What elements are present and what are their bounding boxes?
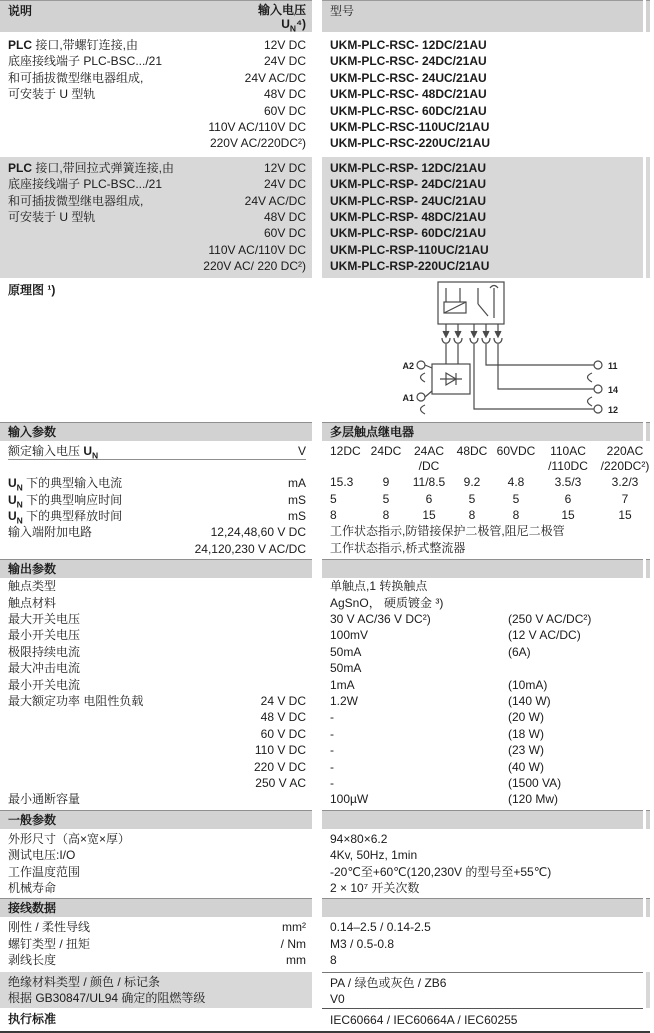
wiring-section-body bbox=[0, 917, 650, 968]
voltage-item: 48V DC bbox=[263, 87, 306, 102]
model-item: UKM-PLC-RSP- 24DC/21AU bbox=[330, 177, 487, 192]
insulation-label: 根据 GB30847/UL94 确定的阻燃等级 bbox=[8, 991, 206, 1006]
model-item: UKM-PLC-RSP-220UC/21AU bbox=[330, 259, 490, 274]
insulation-value: V0 bbox=[330, 992, 345, 1007]
model-item: UKM-PLC-RSP- 48DC/21AU bbox=[330, 210, 487, 225]
relay-spec-table bbox=[322, 441, 650, 557]
input-current-row: $U_N$ 下的典型输入电流 mA bbox=[8, 476, 306, 493]
model-item: UKM-PLC-RSC-220UC/21AU bbox=[330, 136, 491, 151]
general-row: 工作温度范围 -20℃至+60℃(120,230V 的型号至+55℃) bbox=[8, 864, 552, 879]
page-edge-sliver bbox=[646, 157, 650, 278]
relay-table-current-row: 15.3 9 11/8.5 9.2 4.8 3.5/3 3.2/3 bbox=[330, 475, 639, 490]
voltage-item: 24V DC bbox=[263, 177, 306, 192]
status-note: 工作状态指示,防错接保护二极管,阻尼二极管 bbox=[330, 524, 565, 539]
voltage-item: 60V DC bbox=[263, 226, 306, 241]
unit-volt: V bbox=[297, 443, 306, 458]
relay-table-release-row: 8 8 15 8 8 15 15 bbox=[330, 507, 632, 522]
general-row: 机械寿命 2 × 10⁷ 开关次数 bbox=[8, 881, 420, 896]
output-row: 最小通断容量 100µW (120 Mw) bbox=[8, 792, 559, 807]
page-edge-sliver bbox=[646, 972, 650, 1009]
input-section-header bbox=[0, 422, 650, 441]
voltage-item: 60V DC bbox=[263, 103, 306, 118]
insulation-label: 绝缘材料类型 / 颜色 / 标记条 bbox=[8, 974, 161, 989]
rsc-model-list bbox=[322, 34, 643, 155]
diode-symbol bbox=[440, 373, 462, 385]
model-item: UKM-PLC-RSC-110UC/21AU bbox=[330, 120, 490, 135]
model-item: UKM-PLC-RSP-110UC/21AU bbox=[330, 242, 489, 257]
schematic-section bbox=[0, 278, 650, 420]
output-row: 60 V DC - (18 W) bbox=[260, 726, 544, 741]
model-item: UKM-PLC-RSC- 48DC/21AU bbox=[330, 87, 487, 102]
output-row: 触点类型 单触点,1 转换触点 bbox=[8, 579, 428, 594]
circuit-diagram bbox=[402, 278, 637, 418]
column-header-description: 说明 bbox=[8, 4, 33, 18]
input-section-body bbox=[0, 441, 650, 557]
rated-voltage-row: 额定输入电压 $U_N$ V bbox=[8, 443, 306, 461]
output-row: 220 V DC - (40 W) bbox=[253, 759, 544, 774]
output-row: 最大冲击电流 50mA bbox=[8, 661, 362, 676]
insulation-value: PA / 绿色或灰色 / ZB6 bbox=[330, 975, 447, 990]
page-edge-sliver bbox=[646, 559, 650, 578]
model-item: UKM-PLC-RSP- 24UC/21AU bbox=[330, 193, 487, 208]
additional-circuit-row: 输入端附加电路 12,24,48,60 V DC bbox=[8, 525, 306, 540]
general-section-header bbox=[0, 810, 650, 829]
terminal-label-14: 14 bbox=[608, 384, 619, 395]
relay-table-title: 多层触点继电器 bbox=[330, 424, 415, 439]
rsp-product-block bbox=[0, 157, 650, 278]
page-edge-sliver bbox=[646, 810, 650, 829]
model-item: UKM-PLC-RSC- 12DC/21AU bbox=[330, 38, 487, 52]
output-section-header bbox=[0, 559, 650, 578]
output-row: 触点材料 AgSnO， 硬质镀金 ³) bbox=[8, 595, 444, 610]
wiring-row: 刚性 / 柔性导线 mm² 0.14–2.5 / 0.14-2.5 bbox=[8, 920, 431, 935]
insulation-block bbox=[0, 972, 650, 1009]
model-item: UKM-PLC-RSC- 24UC/21AU bbox=[330, 70, 487, 85]
page-edge-sliver bbox=[646, 441, 650, 557]
voltage-item: 12V DC bbox=[263, 38, 306, 52]
output-row: 110 V DC - (23 W) bbox=[254, 743, 544, 758]
rsc-product-block bbox=[0, 34, 650, 155]
general-row: 测试电压:I/O 4Kv, 50Hz, 1min bbox=[8, 848, 418, 863]
additional-circuit-value: 24,120,230 V AC/DC bbox=[194, 541, 306, 556]
page-edge-sliver bbox=[646, 278, 650, 420]
wiring-section-title: 接线数据 bbox=[8, 901, 57, 916]
standards-label: 执行标准 bbox=[8, 1012, 57, 1027]
terminal-label-a1: A1 bbox=[402, 392, 414, 403]
terminal-label-a2: A2 bbox=[402, 360, 414, 371]
table-header-row bbox=[0, 0, 650, 32]
release-time-row: $U_N$ 下的典型释放时间 mS bbox=[8, 508, 306, 526]
response-time-row: $U_N$ 下的典型响应时间 mS bbox=[8, 492, 306, 509]
voltage-item: 24V AC/DC bbox=[244, 70, 306, 85]
model-item: UKM-PLC-RSP- 12DC/21AU bbox=[330, 160, 487, 175]
output-row: 最小开关电流 1mA (10mA) bbox=[8, 677, 548, 692]
terminal-label-12: 12 bbox=[608, 404, 619, 415]
page-edge-sliver bbox=[646, 898, 650, 917]
relay-table-response-row: 5 5 6 5 5 6 7 bbox=[330, 491, 629, 506]
page-edge-sliver bbox=[646, 422, 650, 441]
voltage-item: 24V AC/DC bbox=[244, 193, 306, 208]
status-note: 工作状态指示,桥式整流器 bbox=[330, 540, 466, 555]
page-edge-sliver bbox=[646, 34, 650, 155]
voltage-item: 110V AC/110V DC bbox=[208, 242, 306, 257]
unit-ma: mA bbox=[288, 476, 306, 491]
unit-ms: mS bbox=[288, 508, 306, 523]
standards-value: IEC60664 / IEC60664A / IEC60255 bbox=[330, 1013, 518, 1028]
rsp-description: PLC 接口,带回拉式弹簧连接,由 底座接线端子 PLC-BSC.../21 和可插拔微型继电器组成, 可安装于 U 型轨 bbox=[8, 160, 175, 225]
rsp-model-list bbox=[322, 157, 643, 278]
page-edge-sliver bbox=[646, 0, 650, 32]
general-section-title: 一般参数 bbox=[8, 812, 57, 827]
model-item: UKM-PLC-RSC- 60DC/21AU bbox=[330, 103, 487, 118]
general-section-body bbox=[0, 829, 650, 897]
terminal-label-11: 11 bbox=[608, 360, 618, 371]
output-row: 250 V AC - (1500 VA) bbox=[255, 776, 562, 790]
relay-table-header-2: /DC /110DC /220DC²) bbox=[418, 459, 650, 474]
relay-table-header-1: 12DC 24DC 24AC 48DC 60VDC 110AC 220AC bbox=[330, 443, 644, 458]
rsc-description: PLC 接口,带螺钉连接,由 底座接线端子 PLC-BSC.../21 和可插拔微型继电器组成, 可安装于 U 型轨 bbox=[8, 38, 163, 102]
wiring-row: 剥线长度 mm 8 bbox=[8, 953, 337, 968]
voltage-item: 220V AC/220DC²) bbox=[209, 136, 306, 151]
column-header-model: 型号 bbox=[330, 4, 355, 18]
output-section-body bbox=[0, 578, 650, 808]
voltage-item: 48V DC bbox=[263, 210, 306, 225]
standards-row bbox=[0, 1008, 650, 1028]
output-row: 48 V DC - (20 W) bbox=[260, 710, 544, 725]
additional-circuit-value: 12,24,48,60 V DC bbox=[210, 525, 306, 540]
output-section-title: 输出参数 bbox=[8, 562, 57, 577]
voltage-item: 24V DC bbox=[263, 54, 306, 69]
column-header-input-voltage: 输入电压 $U_N^4$) bbox=[257, 3, 306, 34]
output-row: 最大额定功率 电阻性负载 24 V DC 1.2W (140 W) bbox=[8, 693, 551, 708]
input-section-title: 输入参数 bbox=[8, 424, 57, 439]
voltage-item: 110V AC/110V DC bbox=[208, 120, 306, 135]
output-row: 极限持续电流 50mA (6A) bbox=[8, 644, 531, 659]
model-item: UKM-PLC-RSP- 60DC/21AU bbox=[330, 226, 487, 241]
unit-ms: mS bbox=[288, 492, 306, 507]
wiring-section-header bbox=[0, 898, 650, 917]
voltage-item: 12V DC bbox=[263, 160, 306, 175]
general-row: 外形尺寸（高×宽×厚） 94×80×6.2 bbox=[8, 831, 388, 846]
voltage-item: 220V AC/ 220 DC²) bbox=[203, 259, 306, 274]
schematic-label: 原理图 ¹) bbox=[8, 282, 56, 297]
output-row: 最小开关电压 100mV (12 V AC/DC) bbox=[8, 628, 581, 643]
output-row: 最大开关电压 30 V AC/36 V DC²) (250 V AC/DC²) bbox=[8, 611, 592, 626]
plug-pins bbox=[442, 324, 502, 343]
wiring-row: 螺钉类型 / 扭矩 / Nm M3 / 0.5-0.8 bbox=[8, 936, 395, 951]
model-item: UKM-PLC-RSC- 24DC/21AU bbox=[330, 54, 487, 69]
